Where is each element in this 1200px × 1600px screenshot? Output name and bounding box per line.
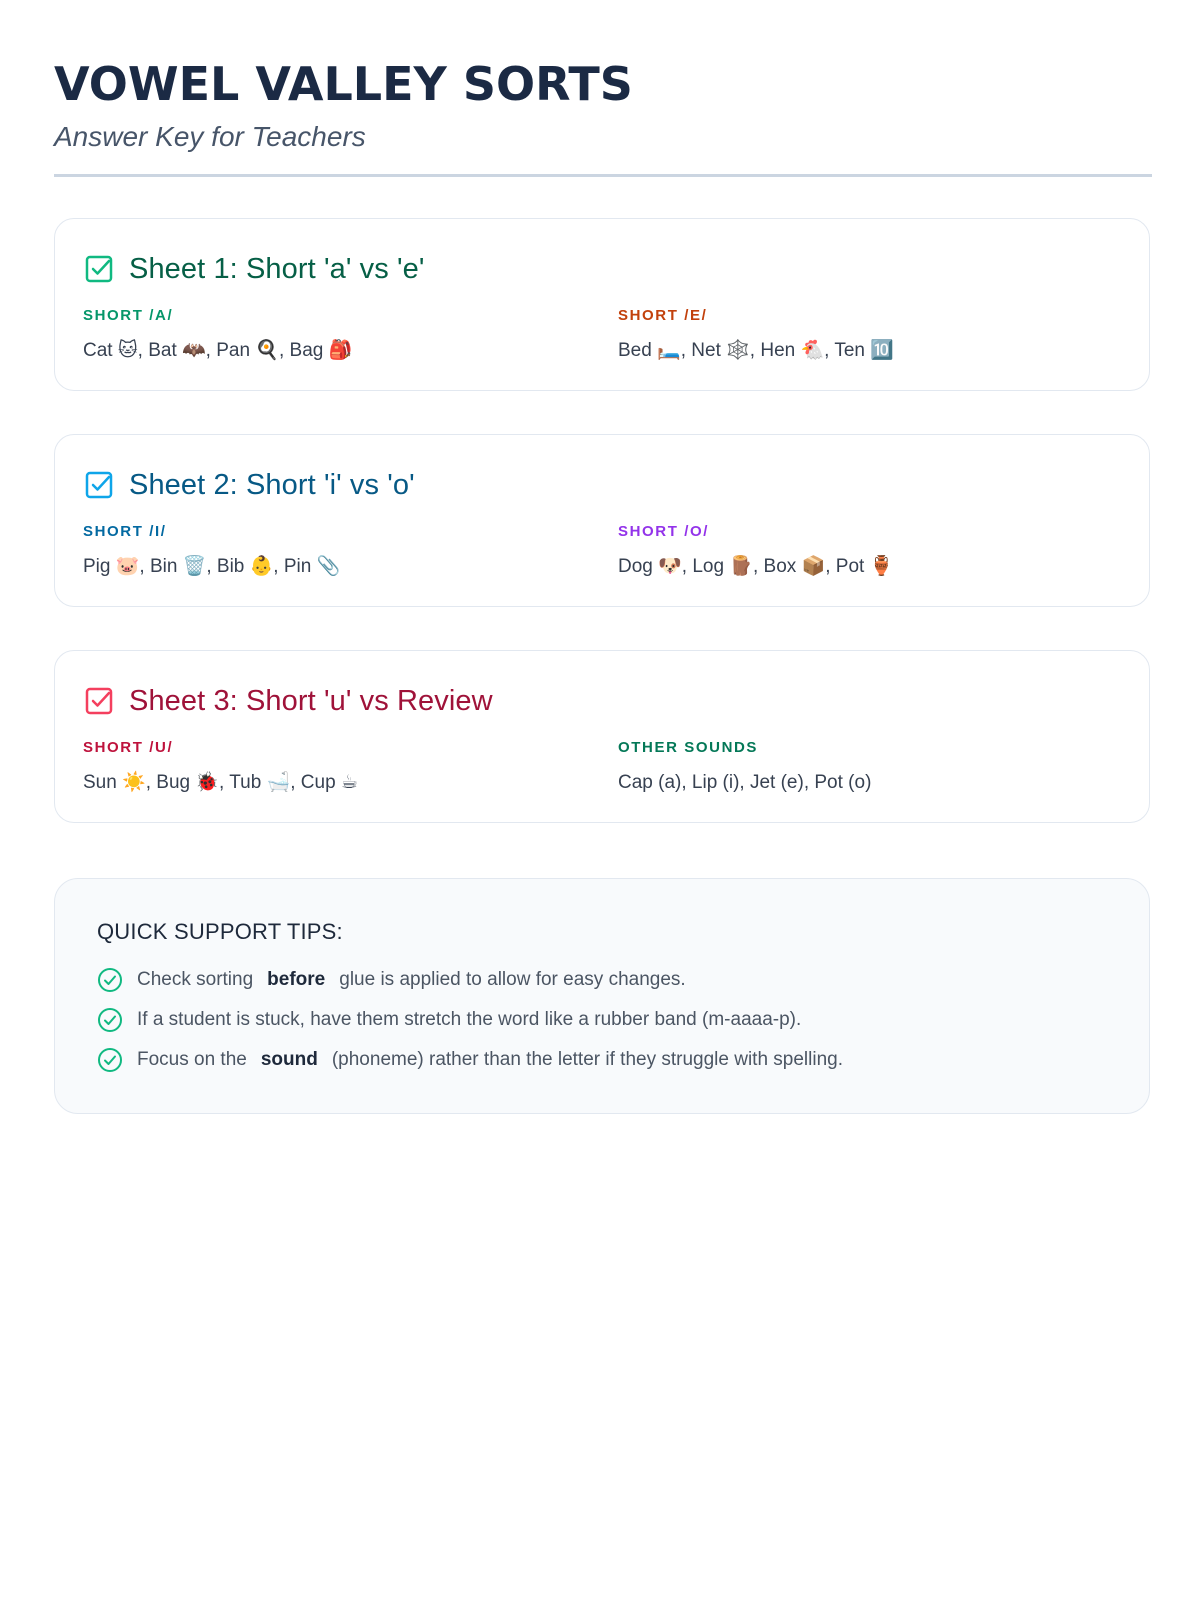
tip-emphasis: before xyxy=(267,969,326,990)
page-subtitle: Answer Key for Teachers xyxy=(54,121,366,152)
word-list: Dog 🐶, Log 🪵, Box 📦, Pot 🏺 xyxy=(618,556,894,577)
sheet-header xyxy=(83,681,493,721)
word-list: Pig 🐷, Bin 🗑️, Bib 👶, Pin 📎 xyxy=(83,556,341,577)
word-list: Bed 🛏️, Net 🕸️, Hen 🐔, Ten 🔟 xyxy=(618,340,894,361)
tip-item xyxy=(97,1047,843,1073)
sort-column-left xyxy=(83,307,352,363)
word-list: Cat 🐱, Bat 🦇, Pan 🍳, Bag 🎒 xyxy=(83,340,353,361)
sort-column-right xyxy=(618,739,871,795)
tip-item xyxy=(97,967,686,993)
tip-text: (phoneme) rather than the letter if they struggle with spelling. xyxy=(331,1049,844,1070)
checked-box-icon xyxy=(83,469,115,501)
checked-box-icon xyxy=(83,253,115,285)
tip-item xyxy=(97,1007,801,1033)
tip-text: Focus on the xyxy=(137,1049,247,1070)
sheet-header xyxy=(83,465,415,505)
word-list: Cap (a), Lip (i), Jet (e), Pot (o) xyxy=(618,772,872,793)
sheet-card-3 xyxy=(54,650,1150,823)
tip-emphasis: sound xyxy=(260,1049,318,1070)
tips-title: QUICK SUPPORT TIPS: xyxy=(97,919,343,944)
sort-column-left xyxy=(83,739,358,795)
sheet-card-1 xyxy=(54,218,1150,391)
column-label: SHORT /E/ xyxy=(618,307,708,324)
check-circle-icon xyxy=(97,1047,123,1073)
checked-box-icon xyxy=(83,685,115,717)
sort-column-right xyxy=(618,307,894,363)
support-tips-panel xyxy=(54,878,1150,1114)
header-divider xyxy=(54,174,1152,177)
check-circle-icon xyxy=(97,1007,123,1033)
sheet-header xyxy=(83,249,424,289)
sheet-card-2 xyxy=(54,434,1150,607)
word-list: Sun ☀️, Bug 🐞, Tub 🛁, Cup ☕ xyxy=(83,772,358,793)
tip-text: glue is applied to allow for easy changes. xyxy=(339,969,686,990)
column-label: SHORT /A/ xyxy=(83,307,174,324)
column-label: SHORT /U/ xyxy=(83,739,174,756)
check-circle-icon xyxy=(97,967,123,993)
column-label: SHORT /O/ xyxy=(618,523,710,540)
sheet-title: Sheet 3: Short 'u' vs Review xyxy=(129,684,493,717)
column-label: OTHER SOUNDS xyxy=(618,739,759,756)
sheet-title: Sheet 1: Short 'a' vs 'e' xyxy=(129,252,425,285)
sort-column-right xyxy=(618,523,893,579)
page-title: VOWEL VALLEY SORTS xyxy=(54,57,633,111)
column-label: SHORT /I/ xyxy=(83,523,167,540)
sort-column-left xyxy=(83,523,340,579)
tip-text: If a student is stuck, have them stretch the word like a rubber band (m-aaaa-p). xyxy=(137,1009,802,1030)
sheet-title: Sheet 2: Short 'i' vs 'o' xyxy=(129,468,415,501)
tip-text: Check sorting xyxy=(137,969,254,990)
